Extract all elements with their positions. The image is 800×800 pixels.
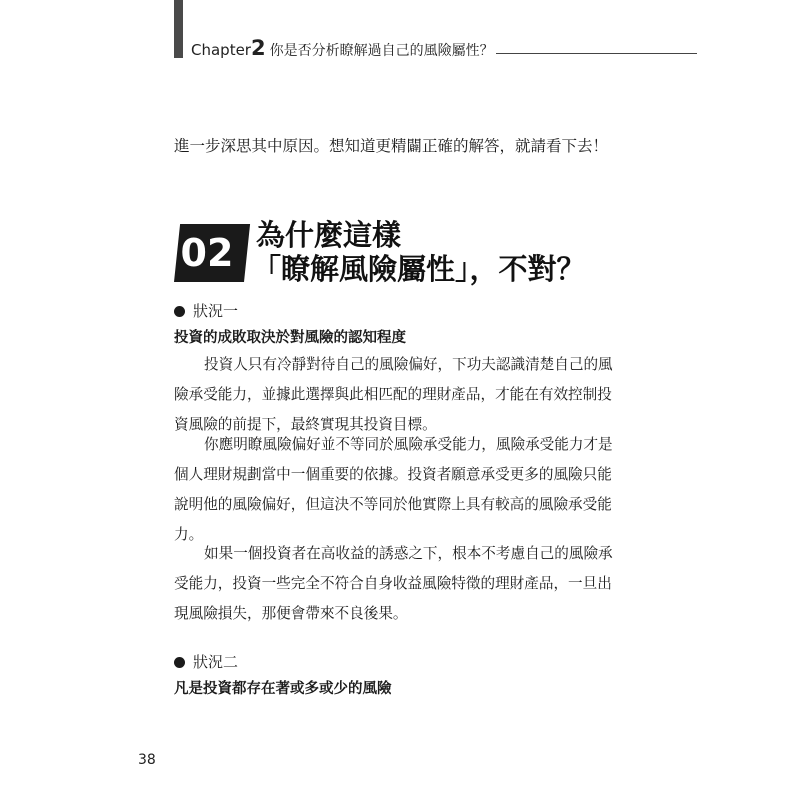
paragraph-3	[174, 539, 634, 629]
case-two-label: 狀況二	[193, 653, 239, 671]
header-accent-bar	[174, 0, 183, 58]
chapter-number: 2	[250, 36, 266, 60]
running-header-text	[191, 36, 494, 60]
paragraph-line: 資風險的前提下，最終實現其投資目標。	[174, 416, 437, 433]
header-rule	[496, 53, 697, 54]
case-one-label: 狀況一	[193, 302, 239, 320]
bullet-icon	[174, 657, 185, 668]
paragraph-line: 你應明瞭風險偏好並不等同於風險承受能力，風險承受能力才是	[204, 436, 613, 453]
section-number: 02	[180, 231, 234, 275]
paragraph-line: 說明他的風險偏好，但這決不等同於他實際上具有較高的風險承受能	[174, 496, 612, 513]
case-one-heading	[174, 300, 238, 322]
chapter-title: 你是否分析瞭解過自己的風險屬性？	[269, 43, 494, 59]
paragraph-line: 險承受能力，並據此選擇與此相匹配的理財產品，才能在有效控制投	[174, 386, 612, 403]
chapter-word: Chapter	[191, 41, 251, 59]
running-header	[191, 36, 697, 60]
section-title	[252, 218, 586, 286]
paragraph-line: 現風險損失，那便會帶來不良後果。	[174, 605, 408, 622]
case-one-subtitle: 投資的成敗取決於對風險的認知程度	[174, 330, 406, 346]
paragraph-line: 個人理財規劃當中一個重要的依據。投資者願意承受更多的風險只能	[174, 466, 612, 483]
case-two-heading	[174, 651, 238, 673]
page-number: 38	[138, 752, 156, 768]
paragraph-line: 如果一個投資者在高收益的誘惑之下，根本不考慮自己的風險承	[204, 545, 613, 562]
paragraph-line: 力。	[174, 526, 204, 543]
paragraph-line: 受能力，投資一些完全不符合自身收益風險特徵的理財產品，一旦出	[174, 575, 612, 592]
section-title-line-1: 為什麼這樣	[256, 218, 402, 252]
paragraph-2	[174, 430, 634, 550]
paragraph-1	[174, 350, 634, 440]
intro-line: 進一步深思其中原因。想知道更精闢正確的解答，就請看下去！	[174, 137, 609, 155]
bullet-icon	[174, 306, 185, 317]
paragraph-line: 投資人只有冷靜對待自己的風險偏好，下功夫認識清楚自己的風	[204, 356, 613, 373]
case-two-subtitle: 凡是投資都存在著或多或少的風險	[174, 681, 392, 697]
section-title-line-2: 「瞭解風險屬性」，不對？	[252, 252, 586, 286]
